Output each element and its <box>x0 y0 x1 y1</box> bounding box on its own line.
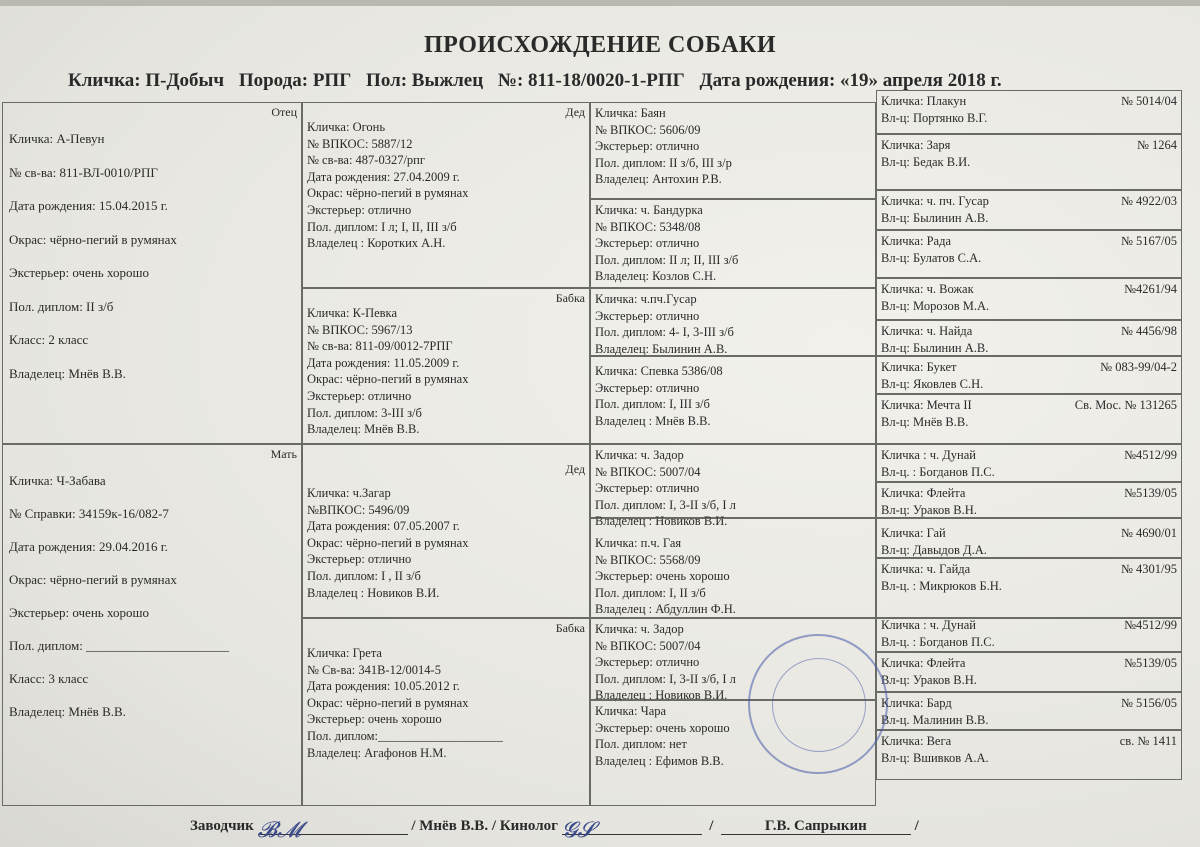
gen2-line: Владелец : Новиков В.И. <box>307 585 440 600</box>
gen4-owner: Вл-ц. : Богданов П.С. <box>881 464 995 479</box>
gen4-number: №4512/99 <box>1124 618 1177 632</box>
gen2-line: Кличка: ч.Загар <box>307 486 391 500</box>
gen4-name: Кличка: Флейта <box>881 656 966 670</box>
gen4-name: Кличка: Флейта <box>881 486 966 500</box>
cynologist-signature <box>561 818 702 843</box>
gen4-owner: Вл-ц: Морозов М.А. <box>881 298 990 313</box>
gen3-line: Экстерьер: очень хорошо <box>595 569 730 584</box>
gen4-owner: Вл-ц: Булатов С.А. <box>881 250 982 265</box>
gen4-cell <box>876 444 1182 482</box>
gen3-line: Владелец : Новиков В.И. <box>595 688 728 703</box>
gen4-number: № 4301/95 <box>1120 562 1177 576</box>
gen2-corner-label: Дед <box>565 462 585 476</box>
gen4-name: Кличка: ч. Найда <box>881 324 973 338</box>
gen4-owner: Вл-ц: Былинин А.В. <box>881 340 989 355</box>
gen2-line: №ВПКОС: 5496/09 <box>307 502 410 517</box>
gen4-number: св. № 1411 <box>1119 734 1177 748</box>
gen2-line: Дата рождения: 07.05.2007 г. <box>307 519 460 534</box>
gen3-line: Владелец: Козлов С.Н. <box>595 269 717 284</box>
gen2-line: Владелец : Коротких А.Н. <box>307 236 446 251</box>
gen2-line: Пол. диплом: I , II з/б <box>307 568 421 583</box>
gen3-line: Кличка: ч. Задор <box>595 622 684 636</box>
gen4-name: Кличка: ч. пч. Гусар <box>881 194 989 208</box>
gen4-number: № 4456/98 <box>1120 324 1177 338</box>
gen4-owner: Вл-ц: Ураков В.Н. <box>881 672 977 687</box>
gen4-name: Кличка: Бард <box>881 696 952 710</box>
dog-birth-date: Дата рождения: «19» апреля 2018 г. <box>699 70 1002 91</box>
gen4-name: Кличка: Заря <box>881 138 951 152</box>
gen3-line: Экстерьер: отлично <box>595 236 700 251</box>
gen4-cell <box>876 518 1182 558</box>
gen4-cell <box>876 356 1182 394</box>
mother-cert: № Справки: 34159к-16/082-7 <box>9 506 169 521</box>
cynologist-signature-glyph: 𝓖𝓢 <box>561 818 595 843</box>
gen2-cell <box>302 444 590 618</box>
gen2-line: Окрас: чёрно-пегий в румянах <box>307 372 469 387</box>
gen3-line: Пол. диплом: I, 3-II з/б, I л <box>595 497 736 512</box>
gen4-owner: Вл-ц: Портянко В.Г. <box>881 110 988 125</box>
mother-birth: Дата рождения: 29.04.2016 г. <box>9 539 168 554</box>
gen3-line: Владелец : Мнёв В.В. <box>595 413 711 428</box>
gen3-line: № ВПКОС: 5007/04 <box>595 638 701 653</box>
gen2-corner-label: Бабка <box>555 291 585 305</box>
seal-emblem <box>772 658 866 752</box>
gen4-owner: Вл-ц: Мнёв В.В. <box>881 414 969 429</box>
breeder-label: Заводчик <box>190 818 254 834</box>
gen2-line: № ВПКОС: 5967/13 <box>307 322 413 337</box>
gen4-number: №5139/05 <box>1124 656 1177 670</box>
gen3-line: № ВПКОС: 5606/09 <box>595 122 701 137</box>
father-exterior: Экстерьер: очень хорошо <box>9 265 149 280</box>
gen2-line: № ВПКОС: 5887/12 <box>307 136 413 151</box>
gen4-cell <box>876 320 1182 356</box>
gen2-line: Окрас: чёрно-пегий в румянах <box>307 695 469 710</box>
father-birth: Дата рождения: 15.04.2015 г. <box>9 198 168 213</box>
gen4-owner: Вл-ц: Былинин А.В. <box>881 210 989 225</box>
gen3-line: Экстерьер: отлично <box>595 655 700 670</box>
pedigree-document <box>0 6 1200 847</box>
gen4-number: № 5167/05 <box>1120 234 1177 248</box>
gen4-number: № 5156/05 <box>1120 696 1177 710</box>
mother-owner: Владелец: Мнёв В.В. <box>9 704 126 719</box>
gen4-cell <box>876 190 1182 230</box>
gen4-number: № 1264 <box>1136 138 1177 152</box>
cynologist-label: Кинолог <box>499 818 558 834</box>
gen2-line: № Св-ва: 341В-12/0014-5 <box>307 662 441 677</box>
gen2-line: Экстерьер: отлично <box>307 552 412 567</box>
gen4-owner: Вл-ц: Давыдов Д.А. <box>881 542 987 557</box>
gen4-number: № 4922/03 <box>1120 194 1177 208</box>
gen3-line: Пол. диплом: I, III з/б <box>595 397 710 412</box>
gen4-owner: Вл-ц: Ураков В.Н. <box>881 502 977 517</box>
dog-number: №: 811-18/0020-1-РПГ <box>497 70 685 91</box>
gen3-line: Кличка: Чара <box>595 704 667 718</box>
mother-class: Класс: 3 класс <box>9 671 89 686</box>
gen3-line: Кличка: ч. Задор <box>595 448 684 462</box>
gen4-owner: Вл-ц: Яковлев С.Н. <box>881 376 984 391</box>
club-seal-stamp <box>748 634 888 774</box>
gen2-cell <box>302 288 590 444</box>
breeder-signature-glyph: 𝓑𝓜 <box>257 818 302 843</box>
gen2-line: Кличка: Грета <box>307 646 382 660</box>
gen3-line: № ВПКОС: 5348/08 <box>595 219 701 234</box>
gen3-line: Кличка: ч. Бандурка <box>595 203 703 217</box>
gen2-line: Пол. диплом: I л; I, II, III з/б <box>307 219 457 234</box>
gen3-line: Кличка: п.ч. Гая <box>595 536 682 550</box>
gen4-cell <box>876 652 1182 692</box>
gen4-name: Кличка : ч. Дунай <box>881 448 976 462</box>
gen3-line: Владелец : Ефимов В.В. <box>595 753 724 768</box>
gen3-line: Кличка: Спевка 5386/08 <box>595 364 723 378</box>
gen4-cell <box>876 230 1182 278</box>
father-name: Кличка: А-Певун <box>9 131 105 146</box>
dog-nickname: Кличка: П-Добыч <box>68 70 225 91</box>
gen4-number: № 4690/01 <box>1120 526 1177 540</box>
gen2-line: Кличка: Огонь <box>307 120 386 134</box>
dog-sex: Пол: Выжлец <box>366 70 484 91</box>
gen2-line: Экстерьер: очень хорошо <box>307 712 442 727</box>
gen2-corner-label: Бабка <box>555 621 585 635</box>
gen3-cell <box>590 102 876 199</box>
gen3-line: № ВПКОС: 5007/04 <box>595 464 701 479</box>
gen3-cell <box>590 288 876 356</box>
gen4-number: № 5014/04 <box>1120 94 1177 108</box>
gen2-corner-label: Дед <box>565 105 585 119</box>
gen4-name: Кличка: ч. Гайда <box>881 562 971 576</box>
gen2-line: № св-ва: 487-0327/рпг <box>307 153 425 168</box>
gen3-line: Экстерьер: отлично <box>595 308 700 323</box>
gen3-line: Экстерьер: отлично <box>595 481 700 496</box>
mother-exterior: Экстерьер: очень хорошо <box>9 605 149 620</box>
dog-header <box>68 70 1012 92</box>
gen3-line: Владелец: Антохин Р.В. <box>595 172 722 187</box>
gen4-cell <box>876 134 1182 190</box>
gen3-line: Пол. диплом: I, 3-II з/б, I л <box>595 671 736 686</box>
mother-cell <box>2 444 302 806</box>
father-class: Класс: 2 класс <box>9 332 89 347</box>
gen4-number: №5139/05 <box>1124 486 1177 500</box>
mother-corner-label: Мать <box>270 447 297 461</box>
gen4-name: Кличка: Гай <box>881 526 946 540</box>
gen3-line: Пол. диплом: 4- I, 3-III з/б <box>595 325 734 340</box>
father-diploma: Пол. диплом: II з/б <box>9 298 114 314</box>
gen3-cell <box>590 356 876 444</box>
gen3-line: Пол. диплом: нет <box>595 737 687 752</box>
gen3-line: Экстерьер: отлично <box>595 139 700 154</box>
gen3-line: Экстерьер: отлично <box>595 380 700 395</box>
gen3-line: Кличка: Баян <box>595 106 666 120</box>
father-cert: № св-ва: 811-ВЛ-0010/РПГ <box>9 164 158 180</box>
father-color: Окрас: чёрно-пегий в румянах <box>9 231 177 247</box>
gen2-line: Пол. диплом: 3-III з/б <box>307 405 422 420</box>
gen4-cell <box>876 90 1182 134</box>
gen3-cell <box>590 444 876 529</box>
gen3-line: Кличка: ч.пч.Гусар <box>595 292 697 306</box>
dog-breed: Порода: РПГ <box>238 70 352 91</box>
gen4-cell <box>876 618 1182 652</box>
gen4-number: № 083-99/04-2 <box>1100 360 1177 374</box>
gen4-name: Кличка : ч. Дунай <box>881 618 976 632</box>
gen4-number: №4261/94 <box>1124 282 1177 296</box>
gen3-line: Пол. диплом: II л; II, III з/б <box>595 252 739 267</box>
father-corner-label: Отец <box>271 105 297 119</box>
gen2-line: Экстерьер: отлично <box>307 202 412 217</box>
document-title: ПРОИСХОЖДЕНИЕ СОБАКИ <box>424 32 776 58</box>
gen2-line: Окрас: чёрно-пегий в румянах <box>307 535 469 550</box>
gen4-name: Кличка: Рада <box>881 234 951 248</box>
gen4-cell <box>876 730 1182 780</box>
gen2-line: Окрас: чёрно-пегий в румянах <box>307 186 469 201</box>
gen4-owner: Вл-ц: Вшивков А.А. <box>881 750 989 765</box>
gen2-line: Дата рождения: 10.05.2012 г. <box>307 679 460 694</box>
mother-name: Кличка: Ч-Забава <box>9 473 106 488</box>
gen4-cell <box>876 482 1182 518</box>
gen4-name: Кличка: ч. Вожак <box>881 282 974 296</box>
father-cell <box>2 102 302 444</box>
gen3-line: Пол. диплом: II з/б, III з/р <box>595 155 732 170</box>
gen4-owner: Вл-ц. : Микрюков Б.Н. <box>881 578 1002 593</box>
gen2-line: Пол. диплом:____________________ <box>307 728 503 743</box>
gen4-name: Кличка: Букет <box>881 360 957 374</box>
gen4-owner: Вл-ц. : Богданов П.С. <box>881 634 995 649</box>
gen3-cell <box>590 518 876 618</box>
gen4-cell <box>876 394 1182 444</box>
gen2-line: Владелец: Агафонов Н.М. <box>307 745 447 760</box>
gen3-line: Владелец: Былинин А.В. <box>595 341 728 356</box>
gen2-line: Кличка: К-Певка <box>307 306 397 320</box>
signature-line: Заводчик 𝓑𝓜 / Мнёв В.В. / Кинолог 𝓖𝓢 / Г.В. Сапрыкин / <box>190 818 919 843</box>
gen4-name: Кличка: Вега <box>881 734 952 748</box>
gen4-owner: Вл-ц: Бедак В.И. <box>881 154 971 169</box>
breeder-signature <box>257 818 408 843</box>
gen2-cell <box>302 102 590 288</box>
gen4-name: Кличка: Плакун <box>881 94 967 108</box>
gen2-line: Владелец: Мнёв В.В. <box>307 422 420 437</box>
gen3-line: Пол. диплом: I, II з/б <box>595 585 706 600</box>
gen2-line: № св-ва: 811-09/0012-7РПГ <box>307 339 453 354</box>
breeder-name: / Мнёв В.В. / <box>411 818 496 834</box>
gen4-cell <box>876 278 1182 320</box>
gen2-line: Экстерьер: отлично <box>307 388 412 403</box>
gen4-name: Кличка: Мечта II <box>881 398 972 412</box>
gen2-cell <box>302 618 590 806</box>
gen4-cell <box>876 692 1182 730</box>
gen3-line: Экстерьер: очень хорошо <box>595 720 730 735</box>
gen4-number: №4512/99 <box>1124 448 1177 462</box>
gen3-cell <box>590 199 876 288</box>
mother-color: Окрас: чёрно-пегий в румянах <box>9 572 177 587</box>
gen2-line: Дата рождения: 11.05.2009 г. <box>307 355 460 370</box>
gen4-cell <box>876 558 1182 618</box>
mother-diploma: Пол. диплом: ______________________ <box>9 638 230 653</box>
gen3-line: Владелец : Абдуллин Ф.Н. <box>595 602 736 617</box>
gen3-line: Владелец : Новиков В.И. <box>595 514 728 529</box>
gen4-owner: Вл-ц. Малинин В.В. <box>881 712 989 727</box>
pedigree-table <box>2 94 1182 806</box>
gen4-number: Св. Мос. № 131265 <box>1074 398 1177 412</box>
gen2-line: Дата рождения: 27.04.2009 г. <box>307 169 460 184</box>
gen3-line: № ВПКОС: 5568/09 <box>595 552 701 567</box>
father-owner: Владелец: Мнёв В.В. <box>9 365 126 381</box>
cynologist-name: Г.В. Сапрыкин <box>721 818 911 835</box>
